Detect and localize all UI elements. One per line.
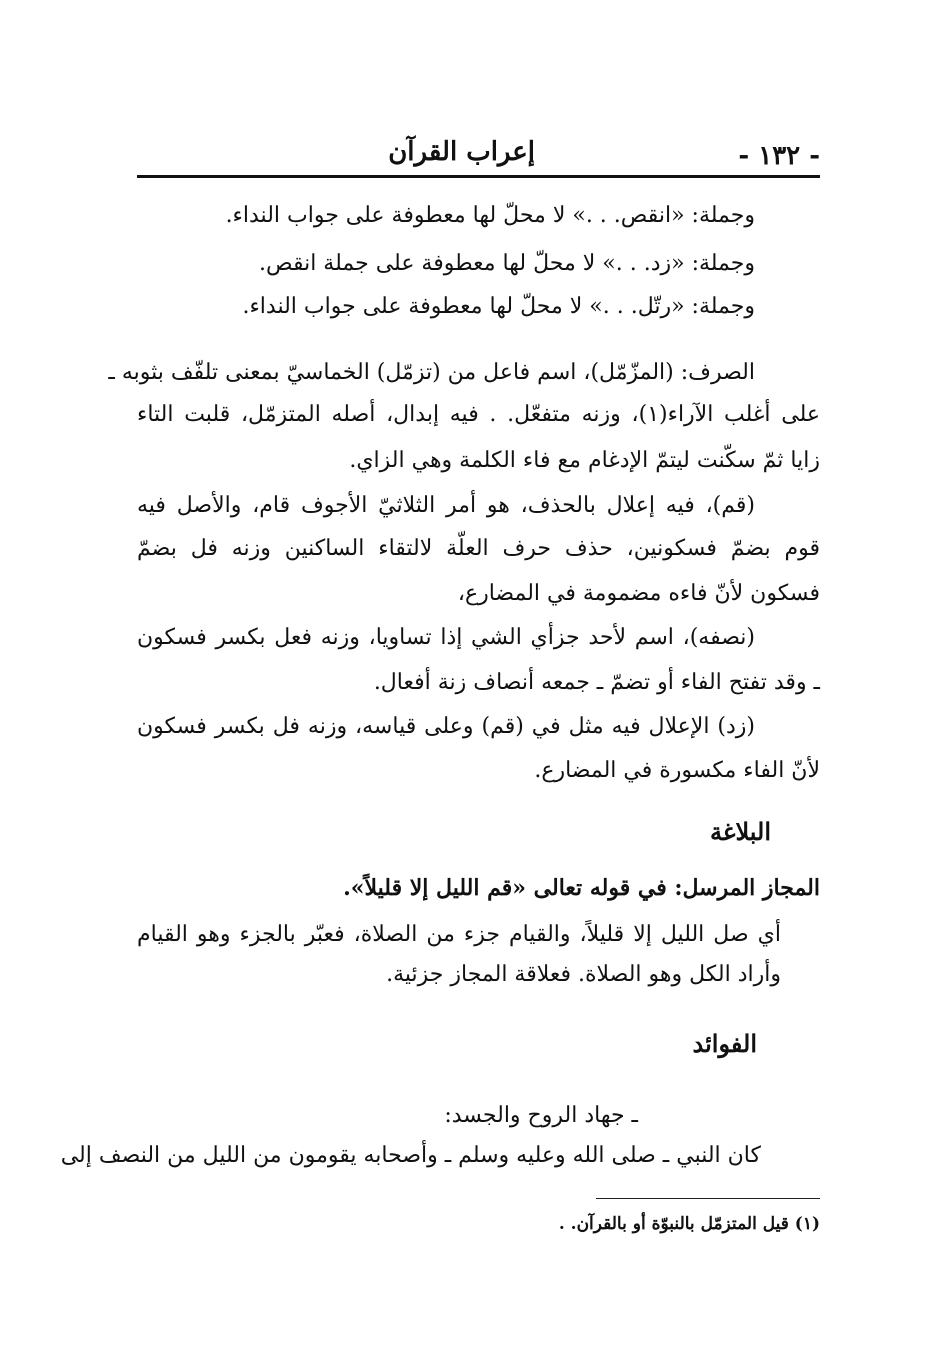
text-line: كان النبي ـ صلى الله وعليه وسلم ـ وأصحابه يقومون من الليل من النصف إلى [60, 1143, 761, 1168]
text-line: (زد) الإعلال فيه مثل في (قم) وعلى قياسه، وزنه فل بكسر فسكون [137, 714, 755, 739]
text-line: لأنّ الفاء مكسورة في المضارع. [534, 758, 820, 783]
text-line: ـ جهاد الروح والجسد: [444, 1103, 638, 1128]
page-number: - ١٣٢ - [738, 141, 820, 171]
footnote: (١) قيل المتزمّل بالنبوّة أو بالقرآن. . [558, 1214, 820, 1234]
text-line: زايا ثمّ سكّنت ليتمّ الإدغام مع فاء الكلمة وهي الزاي. [349, 448, 820, 473]
text-line: وأراد الكل وهو الصلاة. فعلاقة المجاز جزئية. [386, 962, 781, 987]
book-title: إعراب القرآن [388, 137, 535, 167]
text-line: وجملة: «رتّل. . .» لا محلّ لها معطوفة على جواب النداء. [242, 294, 755, 319]
section-heading-fawaid: الفوائد [692, 1029, 757, 1058]
text-line: ـ وقد تفتح الفاء أو تضمّ ـ جمعه أنصاف زنة أفعال. [373, 670, 820, 695]
section-heading-balagha: البلاغة [710, 817, 771, 846]
text-line: على أغلب الآراء(١)، وزنه متفعّل. . فيه إبدال، أصله المتزمّل، قلبت التاء [137, 402, 820, 427]
header-rule [137, 175, 820, 178]
text-line: وجملة: «زد. . .» لا محلّ لها معطوفة على جملة انقص. [259, 251, 755, 276]
text-line: (نصفه)، اسم لأحد جزأي الشي إذا تساويا، وزنه فعل بكسر فسكون [137, 625, 755, 650]
text-line: المجاز المرسل: في قوله تعالى «قم الليل إلا قليلاً». [343, 875, 820, 901]
text-line: (قم)، فيه إعلال بالحذف، هو أمر الثلاثيّ الأجوف قام، والأصل فيه [137, 493, 755, 518]
text-line: قوم بضمّ فسكونين، حذف حرف العلّة لالتقاء الساكنين وزنه فل بضمّ [137, 536, 820, 561]
text-line: فسكون لأنّ فاءه مضمومة في المضارع، [457, 581, 820, 606]
page-header [135, 135, 820, 175]
text-line: وجملة: «انقص. . .» لا محلّ لها معطوفة على جواب النداء. [225, 203, 755, 228]
text-line: أي صل الليل إلا قليلاً، والقيام جزء من الصلاة، فعبّر بالجزء وهو القيام [137, 922, 781, 947]
footnote-rule [596, 1198, 820, 1199]
text-line: الصرف: (المزّمّل)، اسم فاعل من (تزمّل) الخماسيّ بمعنى تلفّف بثوبه ـ [108, 360, 755, 385]
